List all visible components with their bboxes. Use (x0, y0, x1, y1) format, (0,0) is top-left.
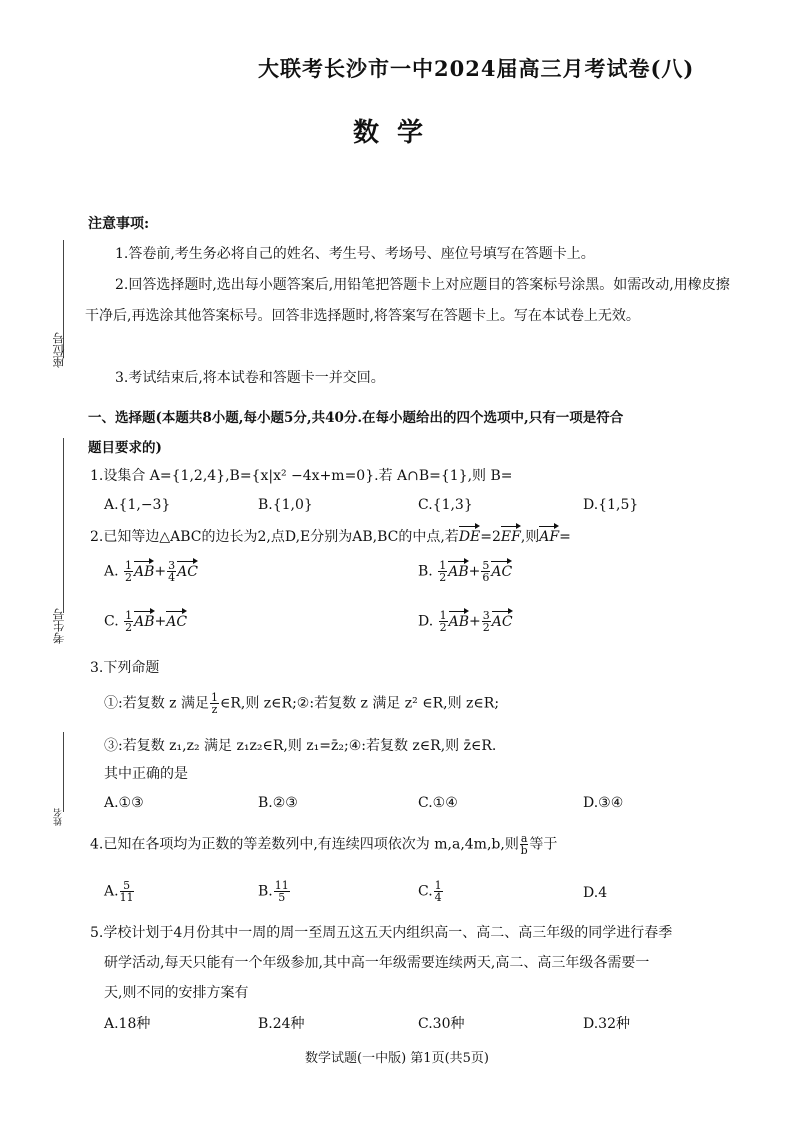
q2-option-b-vector-ab: AB (448, 563, 469, 580)
q2-option-d-frac1-den: 2 (439, 621, 447, 634)
q2-stem-then: ,则 (520, 529, 540, 545)
q2-option-c-vector-ac: AC (166, 613, 188, 630)
q3-p1-frac (210, 692, 219, 715)
q2-vector-af: AF (539, 529, 560, 545)
q2-option-c-vector-ab: AB (134, 613, 155, 630)
q3-option-b: B.②③ (258, 795, 298, 811)
q4-stem-tail: 等于 (529, 836, 558, 853)
q2-option-a (104, 560, 198, 583)
q2-option-b-frac2 (481, 560, 490, 583)
q4-option-a (104, 880, 135, 903)
q2-option-a-frac2-num: 3 (168, 559, 176, 572)
q2-option-a-frac2 (167, 560, 176, 583)
margin-name-label: 姓名 (54, 808, 64, 826)
q3-p1-text: ①:若复数 z 满足 (104, 695, 209, 712)
q2-option-c-frac1-den: 2 (125, 621, 133, 634)
q2-option-a-letter: A. (104, 563, 119, 580)
q2-option-d-plus: + (469, 613, 481, 630)
margin-rule-name (63, 732, 64, 812)
q4-option-b-letter: B. (258, 883, 273, 900)
q2-option-c-frac1 (124, 610, 133, 633)
q5-option-a: A.18种 (104, 1016, 151, 1032)
q4-stem-text: 4.已知在各项均为正数的等差数列中,有连续四项依次为 m,a,4m,b,则 (90, 836, 519, 853)
q4-option-a-frac (120, 880, 134, 903)
q2-option-b-frac1 (438, 560, 447, 583)
q4-option-c-num: 1 (434, 879, 442, 892)
q1-option-a: A.{1,−3} (104, 497, 171, 513)
q2-option-b-frac2-num: 5 (482, 559, 490, 572)
q4-option-a-letter: A. (104, 883, 119, 900)
q2-option-b-letter: B. (418, 563, 433, 580)
q2-option-b (418, 560, 512, 583)
q5-option-b: B.24种 (258, 1016, 305, 1032)
q2-option-d-letter: D. (418, 613, 434, 630)
section-heading-line2: 题目要求的) (88, 440, 162, 456)
exam-title: 大联考长沙市一中2024届高三月考试卷(八) (258, 56, 695, 81)
q2-option-b-frac2-den: 6 (482, 571, 490, 584)
q5-line-2: 研学活动,每天只能有一个年级参加,其中高一年级需要连续两天,高二、高三年级各需要一 (104, 955, 650, 971)
q2-option-d-vector-ab: AB (448, 613, 470, 630)
margin-exam-no-label: 考生号 (52, 608, 66, 644)
q2-option-a-frac2-den: 4 (168, 571, 176, 584)
q2-vector-de: DE (458, 529, 481, 545)
page-footer: 数学试题(一中版) 第1页(共5页) (305, 1051, 489, 1066)
subject-title: 数学 (352, 118, 441, 148)
margin-seat-label: 座位号 (52, 332, 66, 368)
q3-p1-rest: ∈R,则 z∈R;②:若复数 z 满足 z² ∈R,则 z∈R; (220, 695, 500, 712)
q3-proposition-1-2 (104, 692, 499, 715)
q5-line-1: 5.学校计划于4月份其中一周的周一至周五这五天内组织高一、高二、高三年级的同学进行春季 (90, 925, 673, 941)
q2-vector-ef: EF (500, 529, 521, 545)
q2-option-b-frac1-num: 1 (439, 559, 447, 572)
q4-option-a-den: 11 (119, 891, 134, 904)
q3-option-d: D.③④ (583, 795, 624, 811)
q5-option-d: D.32种 (583, 1016, 630, 1032)
q2-option-d-frac1 (439, 610, 448, 633)
note-item-3: 3.考试结束后,将本试卷和答题卡一并交回。 (115, 370, 385, 386)
section-heading-line1: 一、选择题(本题共8小题,每小题5分,共40分.在每小题给出的四个选项中,只有一项是符合 (88, 410, 624, 426)
margin-rule-exam-no (63, 438, 64, 613)
q3-p1-frac-num: 1 (211, 691, 218, 704)
q2-stem-end: = (559, 529, 571, 545)
q1-stem: 1.设集合 A={1,2,4},B={x|x² −4x+m=0}.若 A∩B={1},则 B= (90, 468, 513, 484)
notes-heading: 注意事项: (88, 216, 150, 232)
q2-stem (90, 526, 571, 546)
note-item-1: 1.答卷前,考生务必将自己的姓名、考生号、考场号、座位号填写在答题卡上。 (115, 246, 595, 262)
q2-option-d-frac2-den: 2 (482, 621, 490, 634)
q2-option-c-plus: + (154, 613, 167, 630)
q4-option-b (258, 880, 291, 903)
q4-stem-frac-den: b (520, 844, 528, 857)
q2-option-b-vector-ac: AC (491, 563, 513, 580)
q4-option-c (418, 880, 444, 903)
q2-option-d-frac2 (482, 610, 491, 633)
q2-option-a-vector-ab: AB (134, 563, 155, 580)
q3-proposition-3-4: ③:若复数 z₁,z₂ 满足 z₁z₂∈R,则 z₁=z̄₂;④:若复数 z∈R,则 z̄∈R. (104, 738, 497, 754)
q2-option-c-letter: C. (104, 613, 119, 630)
q4-option-b-num: 11 (274, 879, 289, 892)
q2-option-a-plus: + (154, 563, 167, 580)
q1-option-c: C.{1,3} (418, 497, 473, 513)
q2-option-d-frac2-num: 3 (482, 609, 490, 622)
note-item-2: 2.回答选择题时,选出每小题答案后,用铅笔把答题卡上对应题目的答案标号涂黑。如需改动,用橡皮擦干净后,再选涂其他答案标号。回答非选择题时,将答案写在答题卡上。写在本试卷上无效。 (85, 277, 730, 324)
q2-stem-eq: =2 (480, 529, 501, 545)
q2-option-d-vector-ac: AC (491, 613, 513, 630)
q2-option-a-vector-ac: AC (177, 563, 198, 580)
q4-option-c-frac (434, 880, 443, 903)
q4-option-b-den: 5 (278, 891, 286, 904)
q4-option-d-letter: D. (583, 885, 599, 901)
q4-option-c-letter: C. (418, 883, 433, 900)
q2-option-a-frac1-den: 2 (125, 571, 133, 584)
q3-option-a: A.①③ (104, 795, 144, 811)
q4-option-b-frac (274, 880, 290, 903)
q3-p1-frac-den: z (211, 703, 218, 716)
q1-option-d: D.{1,5} (583, 497, 639, 513)
q2-option-d (418, 610, 513, 633)
q3-option-c: C.①④ (418, 795, 458, 811)
q4-option-d (583, 885, 607, 901)
q2-option-b-plus: + (468, 563, 481, 580)
q4-option-c-den: 4 (434, 891, 442, 904)
q4-option-d-value: 4 (598, 885, 608, 901)
q5-option-c: C.30种 (418, 1016, 465, 1032)
q3-ask: 其中正确的是 (104, 766, 188, 782)
q2-stem-prefix: 2.已知等边△ABC的边长为2,点D,E分别为AB,BC的中点,若 (90, 529, 459, 545)
q2-option-a-frac1 (124, 560, 133, 583)
q3-stem: 3.下列命题 (90, 660, 160, 676)
q4-option-a-num: 5 (120, 880, 134, 892)
q4-stem-frac-num: a (520, 832, 528, 845)
q5-line-3: 天,则不同的安排方案有 (104, 985, 249, 1001)
q4-stem-frac (520, 833, 529, 856)
q2-option-d-frac1-num: 1 (439, 609, 447, 622)
q4-stem (90, 833, 557, 856)
q2-option-c (104, 610, 187, 633)
q1-option-b: B.{1,0} (258, 497, 313, 513)
q2-option-a-frac1-num: 1 (125, 559, 133, 572)
q2-option-c-frac1-num: 1 (125, 609, 133, 622)
q2-option-b-frac1-den: 2 (439, 571, 447, 584)
